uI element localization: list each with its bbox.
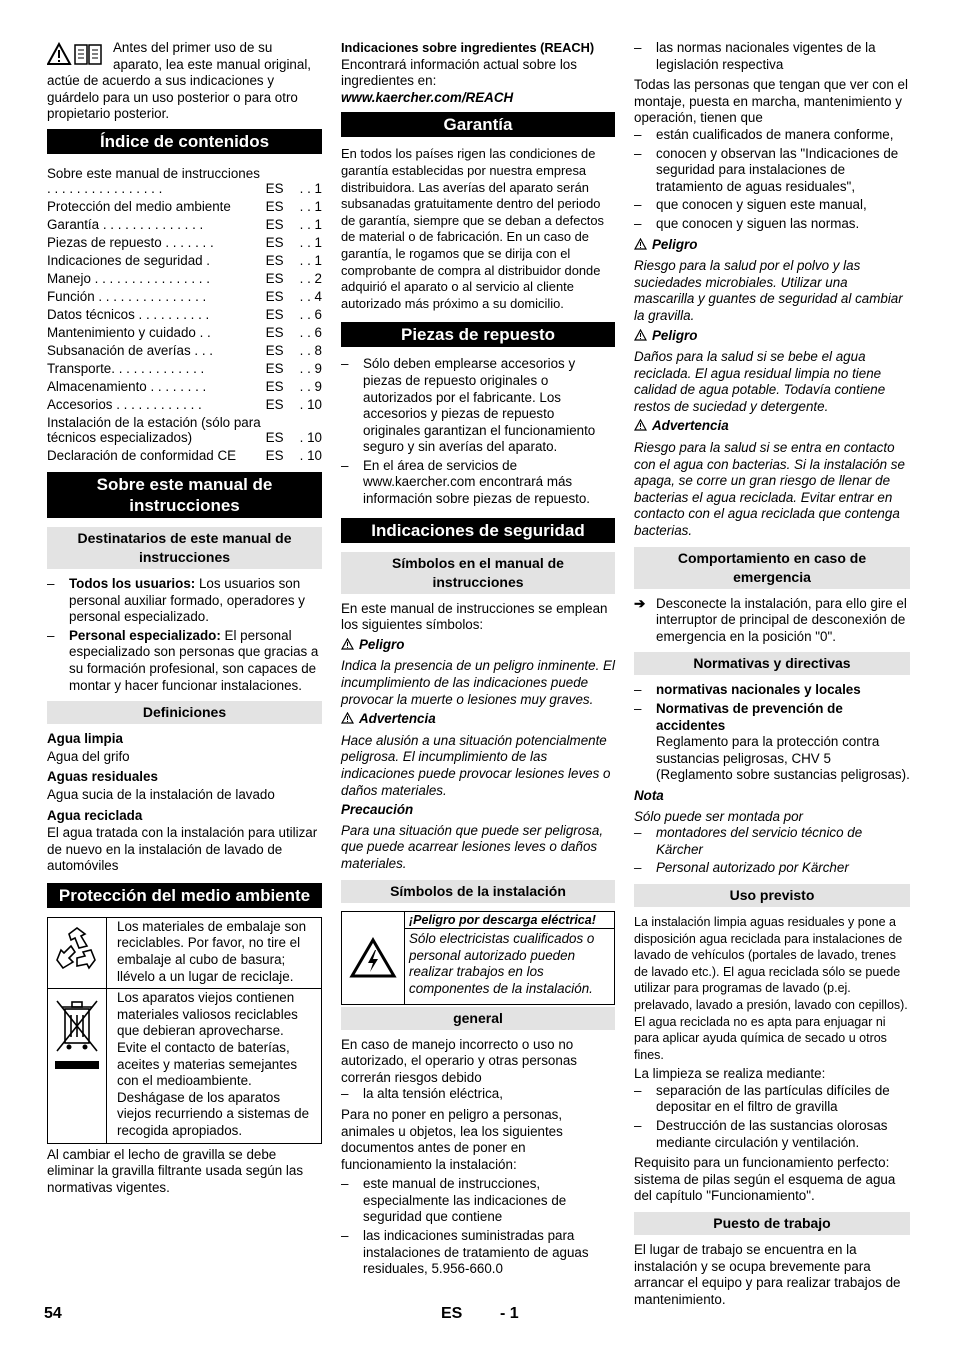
list-item: – la alta tensión eléctrica, bbox=[341, 1086, 615, 1103]
list-item: – montadores del servicio técnico de Kärcher bbox=[634, 825, 910, 858]
symbols-manual-title: Símbolos en el manual de instrucciones bbox=[341, 552, 615, 594]
cleaning-intro: La limpieza se realiza mediante: bbox=[634, 1066, 826, 1082]
toc-row[interactable] bbox=[47, 361, 322, 379]
list-item: – las indicaciones suministradas para instalaciones de tratamiento de aguas residuales, 5.956-660.0 bbox=[341, 1228, 615, 1278]
general-title: general bbox=[341, 1007, 615, 1030]
spares-title: Piezas de repuesto bbox=[341, 322, 615, 347]
warning-triangle-icon bbox=[341, 712, 354, 729]
definition-term: Aguas residuales bbox=[47, 769, 158, 785]
toc-title: Índice de contenidos bbox=[47, 129, 322, 154]
reach-url: www.kaercher.com/REACH bbox=[341, 89, 514, 105]
note2-text: Daños para la salud si se bebe el agua reciclada. El agua residual limpia no tiene calidad de agua potable. Todavía contiene restos de suciedad y detergente. bbox=[634, 349, 886, 414]
list-item: – En el área de servicios de www.kaercher.com encontrará más información sobre piezas de repuesto. bbox=[341, 458, 615, 508]
list-item: – separación de las partículas difíciles de depositar en el filtro de gravilla bbox=[634, 1083, 910, 1116]
definition-desc: Agua sucia de la instalación de lavado bbox=[47, 786, 275, 802]
toc-row[interactable] bbox=[47, 343, 322, 361]
list-item: – Sólo deben emplearse accesorios y piezas de repuesto originales o autorizados por el fabricante. Los accesorios y piezas de repuesto originales garantizan el funcionamiento seguro y sin averías del aparato. bbox=[341, 356, 615, 456]
reach-text: Encontrará información actual sobre los ingredientes en: bbox=[341, 56, 577, 89]
toc-entry-label: Datos técnicos . . . . . . . . . . bbox=[47, 306, 210, 322]
toc-entry-label: Almacenamiento . . . . . . . . bbox=[47, 378, 207, 394]
toc-entry-label: Piezas de repuesto . . . . . . . bbox=[47, 234, 214, 250]
toc-row[interactable] bbox=[47, 166, 322, 199]
persons-list bbox=[634, 127, 910, 233]
toc-entry-lang: ES bbox=[265, 270, 284, 286]
warning-triangle-icon bbox=[634, 238, 647, 255]
workplace-text: El lugar de trabajo se encuentra en la instalación y se ocupa brevemente para arrancar el equipo y para realizar trabajos de mantenimiento. bbox=[634, 1242, 901, 1307]
toc-table bbox=[47, 166, 322, 466]
persons-text: Todas las personas que tengan que ver con el montaje, puesta en marcha, mantenimiento y operación, tienen que bbox=[634, 77, 908, 126]
danger-label: Peligro bbox=[341, 637, 615, 655]
toc-entry-lang: ES bbox=[265, 198, 284, 214]
toc-entry-lang: ES bbox=[265, 288, 284, 304]
toc-row[interactable] bbox=[47, 217, 322, 235]
warning-triangle-icon bbox=[634, 419, 647, 436]
recipients-list bbox=[47, 576, 322, 694]
list-item: – Destrucción de las sustancias olorosas mediante circulación y ventilación. bbox=[634, 1118, 910, 1151]
regulations-list bbox=[634, 682, 910, 784]
toc-row[interactable] bbox=[47, 448, 322, 466]
list-item: – que conocen y siguen las normas. bbox=[634, 216, 910, 233]
emergency-title: Comportamiento en caso de emergencia bbox=[634, 547, 910, 589]
spares-list bbox=[341, 356, 615, 507]
toc-entry-page: . . 1 bbox=[299, 216, 322, 232]
warranty-text: En todos los países rigen las condiciones de garantía establecidas por nuestra empresa distribuidora. Las averías del aparato serán subsanadas gratuitamente dentro del periodo de garantía, siempre que se deban a defectos de material o de fabricación. En un caso de garantía, le rogamos que se dirija con el comprobante de compra al distribuidor donde adquirió el aparato o al servicio al cliente autorizado más próximo a su domicilio. bbox=[341, 146, 605, 311]
requirement-text: Requisito para un funcionamiento perfecto: sistema de pilas según el esquema de agua del capítulo "Funcionamiento". bbox=[634, 1155, 896, 1204]
toc-entry-lang: ES bbox=[265, 252, 284, 268]
list-item: – están cualificados de manera conforme, bbox=[634, 127, 910, 144]
list-item: – las normas nacionales vigentes de la legislación respectiva bbox=[634, 40, 910, 73]
toc-entry-label: Subsanación de averías . . . bbox=[47, 342, 213, 358]
toc-entry-label: Mantenimiento y cuidado . . bbox=[47, 324, 211, 340]
environment-title: Protección del medio ambiente bbox=[47, 883, 322, 908]
recycling-icon bbox=[48, 918, 107, 988]
reach-title: Indicaciones sobre ingredientes (REACH) bbox=[341, 40, 595, 55]
toc-entry-label: Declaración de conformidad CE bbox=[47, 447, 237, 463]
recycling-box bbox=[47, 917, 322, 989]
warning-manual-icon bbox=[47, 42, 107, 71]
nota-label: Nota bbox=[634, 787, 664, 803]
electric-title: ¡Peligro por descarga eléctrica! bbox=[405, 912, 614, 930]
crossed-bin-icon bbox=[48, 989, 107, 1142]
toc-entry-page: . . 6 bbox=[299, 306, 322, 322]
note1-text: Riesgo para la salud por el polvo y las suciedades microbiales. Utilizar una mascarilla y guantes de seguridad al cambiar la gravilla. bbox=[634, 258, 903, 323]
toc-entry-lang: ES bbox=[265, 234, 284, 250]
general-list-1 bbox=[341, 1086, 615, 1103]
toc-entry-page: . . 6 bbox=[299, 324, 322, 340]
intended-use-title: Uso previsto bbox=[634, 884, 910, 907]
toc-entry-label: Garantía . . . . . . . . . . . . . . bbox=[47, 216, 204, 232]
toc-entry-page: . . 9 bbox=[299, 360, 322, 376]
general-text-2: Para no poner en peligro a personas, animales u objetos, lea los siguientes documentos antes de poner en funcionamiento la instalación: bbox=[341, 1106, 563, 1172]
toc-entry-label: Indicaciones de seguridad . bbox=[47, 252, 211, 268]
list-item: – Personal especializado: El personal especializado son personas que gracias a su formación profesional, son capaces de montar y hacer funcionar instalaciones. bbox=[47, 628, 322, 694]
toc-row[interactable] bbox=[47, 307, 322, 325]
footer-section: - 1 bbox=[500, 1305, 519, 1322]
cleaning-list bbox=[634, 1083, 910, 1151]
definition-term: Agua limpia bbox=[47, 731, 123, 747]
toc-entry-lang: ES bbox=[265, 306, 284, 322]
column-1 bbox=[47, 40, 322, 1199]
definition-desc: El agua tratada con la instalación para utilizar de nuevo en la instalación de lavado de automóviles bbox=[47, 825, 318, 874]
general-list-2 bbox=[341, 1176, 615, 1278]
list-item: – normativas nacionales y locales bbox=[634, 682, 910, 699]
regulations-title: Normativas y directivas bbox=[634, 652, 910, 675]
toc-entry-page: . . 1 bbox=[299, 234, 322, 250]
toc-entry-lang: ES bbox=[265, 360, 284, 376]
caution-label: Precaución bbox=[341, 802, 414, 818]
warning-triangle-icon bbox=[634, 329, 647, 346]
page-number: 54 bbox=[44, 1305, 62, 1322]
toc-entry-label: Accesorios . . . . . . . . . . . . bbox=[47, 396, 202, 412]
toc-row[interactable] bbox=[47, 271, 322, 289]
intro-text: Antes del primer uso de su aparato, lea este manual original, actúe de acuerdo a sus indicaciones y guárdelo para un uso posterior o para otro propietario posterior. bbox=[47, 40, 312, 122]
toc-entry-label: Instalación de la estación (sólo para técnicos especializados) bbox=[47, 414, 261, 445]
general-text-1: En caso de manejo incorrecto o uso no autorizado, el operario y otras personas correrán riesgos debido bbox=[341, 1036, 577, 1085]
toc-entry-lang: ES bbox=[265, 342, 284, 358]
danger-text: Indica la presencia de un peligro inminente. El incumplimiento de las indicaciones puede provocar la muerte o lesiones muy graves. bbox=[341, 658, 615, 707]
toc-entry-page: . 10 bbox=[299, 396, 322, 412]
list-item: – Normativas de prevención de accidentes Reglamento para la protección contra sustancias peligrosas, CHV 5 (Reglamento sobre sustancias peligrosas). bbox=[634, 701, 910, 784]
electric-hazard-icon bbox=[342, 912, 405, 1004]
toc-row[interactable] bbox=[47, 379, 322, 397]
toc-entry-page: . . 8 bbox=[299, 342, 322, 358]
toc-row[interactable] bbox=[47, 289, 322, 307]
toc-entry-page: . . 2 bbox=[299, 270, 322, 286]
emergency-step: ➔ Desconecte la instalación, para ello gire el interruptor de principal de desconexión de emergencia en la posición "0". bbox=[634, 595, 907, 644]
electric-box bbox=[341, 911, 615, 1005]
toc-row[interactable] bbox=[47, 325, 322, 343]
symbols-intro: En este manual de instrucciones se emplean los siguientes símbolos: bbox=[341, 600, 608, 633]
warranty-title: Garantía bbox=[341, 112, 615, 137]
symbols-install-title: Símbolos de la instalación bbox=[341, 880, 615, 903]
footer-lang: ES bbox=[441, 1305, 463, 1322]
toc-entry-label: Transporte. . . . . . . . . . . . . bbox=[47, 360, 205, 376]
toc-entry-lang: ES bbox=[265, 396, 284, 412]
toc-entry-label: Manejo . . . . . . . . . . . . . . . . bbox=[47, 270, 210, 286]
toc-entry-label: Sobre este manual de instrucciones . . . . . . . . . . . . . . . . bbox=[47, 165, 260, 196]
intro-block bbox=[47, 40, 322, 123]
toc-entry-lang: ES bbox=[265, 447, 284, 463]
toc-entry-lang: ES bbox=[265, 180, 284, 196]
toc-row[interactable] bbox=[47, 253, 322, 271]
list-item: – que conocen y siguen este manual, bbox=[634, 197, 910, 214]
electric-text: Sólo electricistas cualificados o personal autorizado pueden realizar trabajos en los componentes de la instalación. bbox=[409, 931, 595, 996]
toc-entry-page: . . 1 bbox=[299, 252, 322, 268]
caution-text: Para una situación que puede ser peligrosa, que puede acarrear lesiones leves o daños materiales. bbox=[341, 822, 604, 871]
gravel-text: Al cambiar el lecho de gravilla se debe eliminar la gravilla filtrante usada según las normativas vigentes. bbox=[47, 1146, 304, 1195]
warning-label: Advertencia bbox=[341, 711, 615, 729]
arrow-right-icon: ➔ bbox=[634, 595, 646, 611]
toc-entry-page: . 10 bbox=[299, 429, 322, 445]
disposal-box bbox=[47, 989, 322, 1143]
about-title: Sobre este manual de instrucciones bbox=[47, 472, 322, 518]
definition-desc: Agua del grifo bbox=[47, 748, 130, 764]
general-list-2-cont bbox=[634, 40, 910, 73]
toc-entry-lang: ES bbox=[265, 216, 284, 232]
column-3 bbox=[634, 40, 910, 1311]
toc-entry-page: . 10 bbox=[299, 447, 322, 463]
toc-entry-lang: ES bbox=[265, 324, 284, 340]
list-item: – Todos los usuarios: Los usuarios son personal auxiliar formado, operadores y personal especializado. bbox=[47, 576, 322, 626]
toc-entry-label: Función . . . . . . . . . . . . . . . bbox=[47, 288, 207, 304]
toc-entry-page: . . 4 bbox=[299, 288, 322, 304]
note3-text: Riesgo para la salud si se entra en contacto con el agua con bacterias. Si la instalación se apaga, se corre un gran riesgo de llenar de bacterias el agua reciclada. Evitar entrar en contacto con el agua reciclada que contenga bacterias. bbox=[634, 440, 905, 539]
toc-entry-lang: ES bbox=[265, 378, 284, 394]
toc-row[interactable] bbox=[47, 235, 322, 253]
note3-label: Advertencia bbox=[634, 418, 910, 436]
list-item: – Personal autorizado por Kärcher bbox=[634, 860, 910, 877]
toc-entry-page: . . 9 bbox=[299, 378, 322, 394]
recipients-title: Destinatarios de este manual de instrucciones bbox=[47, 527, 322, 569]
workplace-title: Puesto de trabajo bbox=[634, 1212, 910, 1235]
list-item: – conocen y observan las "Indicaciones de seguridad para instalaciones de tratamiento de aguas residuales", bbox=[634, 146, 910, 196]
column-2 bbox=[341, 40, 615, 1282]
toc-entry-lang: ES bbox=[265, 429, 284, 445]
toc-entry-page: . . 1 bbox=[299, 198, 322, 214]
toc-entry-label: Protección del medio ambiente bbox=[47, 198, 231, 214]
disposal-text: Los aparatos viejos contienen materiales valiosos reciclables que debieran aprovecharse. Evite el contacto de baterías, aceites y materias semejantes con el medioambiente. Deshágase de los aparatos viejos recurriendo a sistemas de recogida apropiados. bbox=[117, 990, 310, 1138]
list-item: – este manual de instrucciones, especialmente las indicaciones de seguridad que contiene bbox=[341, 1176, 615, 1226]
intended-use-text: La instalación limpia aguas residuales y pone a disposición agua reciclada para instalaciones de lavado de vehículos (portales de lavado, trenes de lavado etc.). El agua reciclada sólo se puede utilizar para programas de lavado (p.ej. prelavado, lavado a presión, lavado con cepillos). El agua reciclada no es apta para enjuagar ni para aplicar ayuda química de secado u otros fines. bbox=[634, 914, 908, 1062]
note1-label: Peligro bbox=[634, 237, 910, 255]
toc-row[interactable] bbox=[47, 415, 322, 448]
definition-term: Agua reciclada bbox=[47, 807, 143, 823]
warning-triangle-icon bbox=[341, 638, 354, 655]
toc-row[interactable] bbox=[47, 397, 322, 415]
recycling-text: Los materiales de embalaje son reciclables. Por favor, no tire el embalaje al cubo de basura; llévelo a un lugar de reciclaje. bbox=[117, 918, 307, 984]
toc-row[interactable] bbox=[47, 199, 322, 217]
safety-title: Indicaciones de seguridad bbox=[341, 518, 615, 543]
note2-label: Peligro bbox=[634, 328, 910, 346]
definitions-title: Definiciones bbox=[47, 701, 322, 724]
toc-entry-page: . . 1 bbox=[299, 180, 322, 196]
warning-text: Hace alusión a una situación potencialmente peligrosa. El incumplimiento de las indicaciones puede provocar lesiones leves o daños materiales. bbox=[341, 732, 611, 798]
nota-list bbox=[634, 825, 910, 877]
nota-text: Sólo puede ser montada por bbox=[634, 808, 803, 824]
